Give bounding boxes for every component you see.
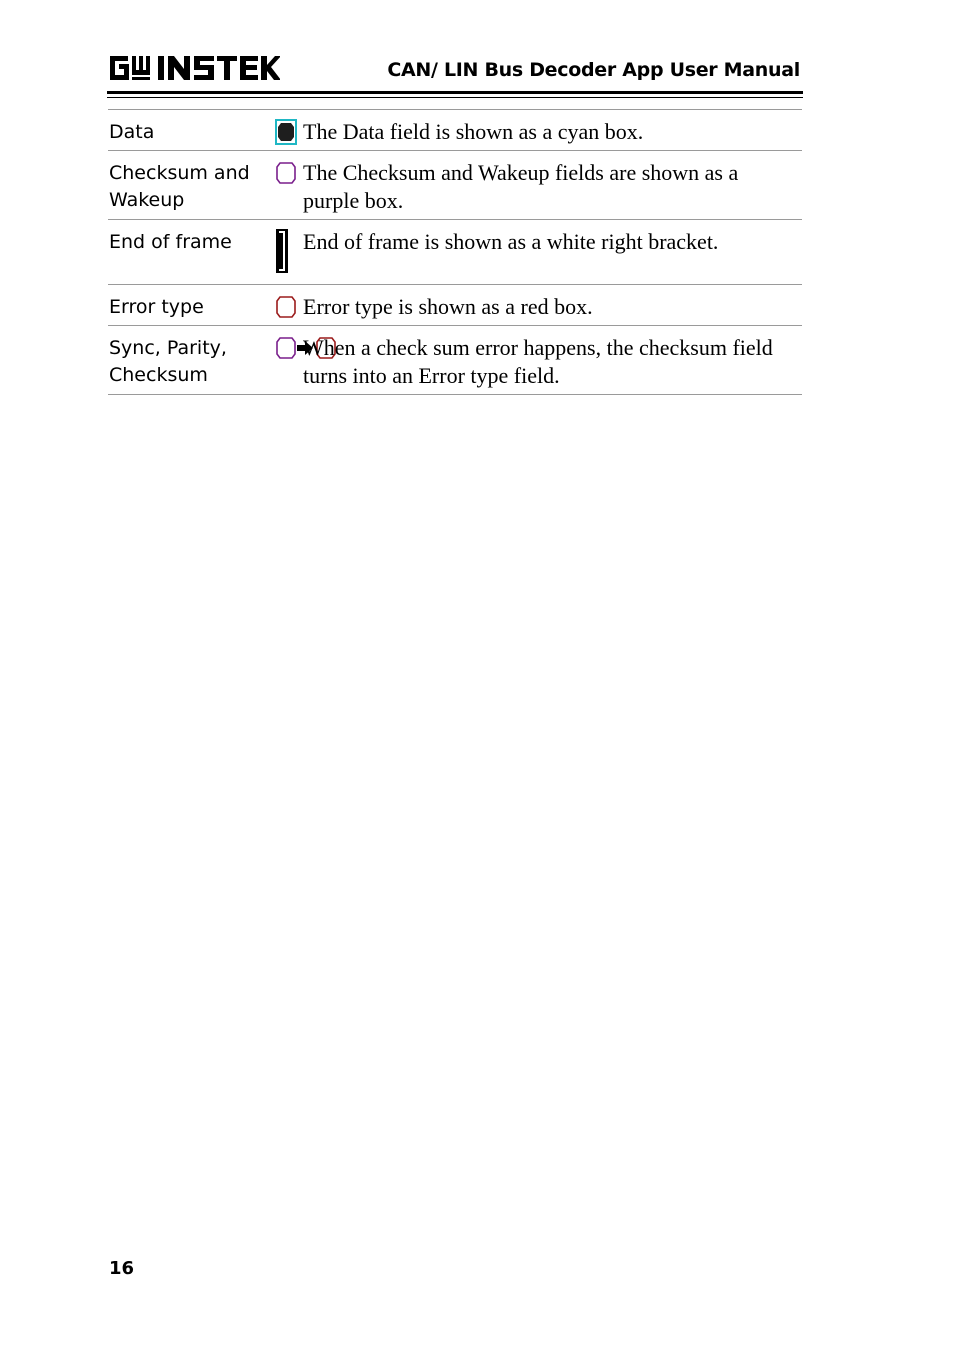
red-box-icon	[275, 294, 297, 320]
gw-instek-logo	[108, 52, 280, 84]
row-label: Checksum and Wakeup	[109, 162, 250, 211]
row-label: Error type	[109, 296, 204, 318]
page-number: 16	[109, 1258, 135, 1279]
row-description: The Data field is shown as a cyan box.	[303, 119, 644, 144]
row-label: End of frame	[109, 231, 232, 253]
purple-box-icon	[275, 160, 297, 186]
table-row	[108, 220, 802, 285]
table-row	[108, 110, 802, 151]
cyan-box-icon	[275, 119, 297, 145]
header-rule	[107, 91, 803, 94]
table-row	[108, 285, 802, 326]
row-description: End of frame is shown as a white right bracket.	[303, 229, 719, 254]
row-label: Sync, Parity, Checksum	[109, 337, 227, 386]
row-description: When a check sum error happens, the checksum field turns into an Error type field.	[303, 335, 773, 388]
table-row	[108, 151, 802, 220]
bus-field-legend-table	[108, 109, 802, 395]
row-label: Data	[109, 121, 155, 143]
table-row	[108, 326, 802, 395]
row-description: The Checksum and Wakeup fields are shown as a purple box.	[303, 160, 739, 213]
white-right-bracket-icon	[275, 228, 291, 274]
header-rule-thin	[107, 97, 803, 98]
manual-title: CAN/ LIN Bus Decoder App User Manual	[387, 59, 800, 81]
row-description: Error type is shown as a red box.	[303, 294, 593, 319]
